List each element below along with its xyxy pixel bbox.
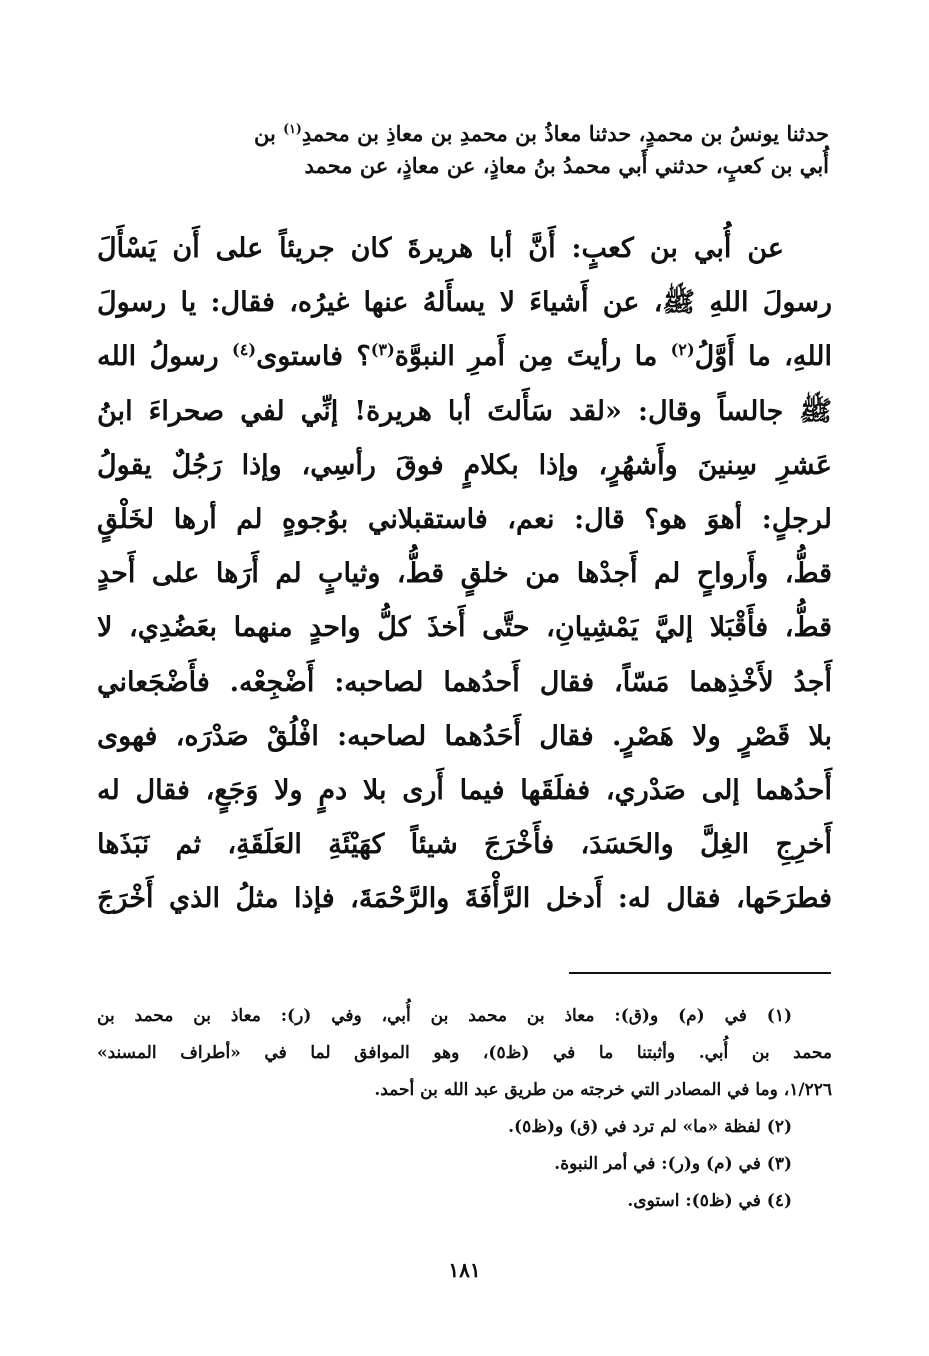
isnad-text: حدثنا يونسُ بن محمدٍ، حدثنا معاذُ بن محمدِ بن معاذِ بن محمدِ — [301, 121, 829, 146]
text-line: قطُّ، فأَقْبَلا إليَّ يَمْشِيانِ، حتَّى أَخذَ كلُّ واحدٍ منهما بعَضُدِي، لا — [97, 612, 832, 644]
isnad-line — [129, 118, 829, 150]
footnote-marker: (٤) — [232, 340, 257, 360]
text-line: قطُّ، وأَرواحٍ لم أَجدْها من خلقٍ قطُّ، وثيابٍ لم أَرَها على أَحدٍ — [97, 558, 832, 590]
footnotes — [97, 998, 832, 1220]
text-line: أَجدُ لأَخْذِهما مَسّاً، فقال أَحدُهما لصاحبه: أَضْجِعْه. فأَضْجَعاني — [97, 666, 832, 698]
footnote-3: (٣) في (م) و(ر): في أمر النبوة. — [554, 1154, 792, 1174]
footnote-1-line: محمد بن أُبي. وأثبتنا ما في (ظ٥)، وهو الموافق لما في «أطراف المسند» — [97, 1043, 833, 1063]
text-line: فطرَحَها، فقال له: أَدخل الرَّأْفَةَ والرَّحْمَةَ، فإذا مثلُ الذي أَخْرَجَ — [97, 883, 832, 915]
text-line — [97, 330, 832, 384]
isnad-line: أُبي بن كعبٍ، حدثني أَبي محمدُ بنُ معاذٍ، عن معاذٍ، عن محمد — [304, 153, 829, 178]
text-line: لرجلٍ: أهوَ هو؟ قال: نعم، فاستقبلاني بوُجوهٍ لم أرها لخَلْقٍ — [97, 504, 832, 536]
hadith-text — [97, 222, 832, 927]
footnote-2: (٢) لفظة «ما» لم ترد في (ق) و(ظ٥). — [508, 1117, 792, 1137]
footnote-1-line: (١) في (م) و(ق): معاذ بن محمد بن أُبي، وفي (ر): معاذ بن محمد بن — [97, 1006, 792, 1026]
footnote-marker: (١) — [283, 121, 302, 136]
text-segment: اللهِ، ما أَوَّلُ — [694, 341, 832, 373]
text-line: رسولَ اللهِ ﷺ، عن أَشياءَ لا يسأَلهُ عنها غيرُه، فقال: يا رسولَ — [97, 287, 832, 319]
text-line: ﷺ جالساً وقال: «لقد سَأَلتَ أبا هريرة! إنِّي لفي صحراءَ ابنُ — [97, 395, 832, 427]
text-line: أَحدُهما إلى صَدْري، ففلَقَها فيما أَرى بلا دمٍ ولا وَجَعٍ، فقال له — [97, 775, 832, 807]
text-segment: ما رأيتَ مِن أَمرِ النبوَّة — [394, 341, 671, 373]
footnote-marker: (٢) — [670, 340, 695, 360]
isnad-block — [129, 118, 829, 182]
text-line: بلا قَصْرٍ ولا هَصْرٍ. فقال أَحَدُهما لصاحبه: افْلُقْ صَدْرَه، فهوى — [97, 720, 832, 752]
text-segment: رسولُ الله — [97, 341, 233, 373]
footnote-4: (٤) في (ظ٥): استوى. — [627, 1191, 792, 1211]
text-line: عن أُبي بن كعبٍ: أَنَّ أبا هريرةَ كان جريئاً على أَن يَسْأَلَ — [97, 233, 784, 264]
page-number: ١٨١ — [448, 1258, 481, 1282]
footnote-separator — [569, 972, 831, 974]
footnote-1-line: ١/٢٢٦، وما في المصادر التي خرجته من طريق عبد الله بن أحمد. — [374, 1080, 832, 1100]
text-segment: ؟ فاستوى — [256, 341, 371, 373]
footnote-marker: (٣) — [370, 340, 395, 360]
isnad-text: بن — [253, 121, 284, 146]
text-line: أَخرِجِ الغِلَّ والحَسَدَ، فأَخْرَجَ شيئاً كهَيْئَةِ العَلَقَةِ، ثم نَبَذَها — [97, 829, 832, 861]
text-line: عَشرِ سِنينَ وأَشهُرٍ، وإذا بكلامٍ فوقَ رأسِي، وإذا رَجُلٌ يقولُ — [97, 449, 832, 481]
